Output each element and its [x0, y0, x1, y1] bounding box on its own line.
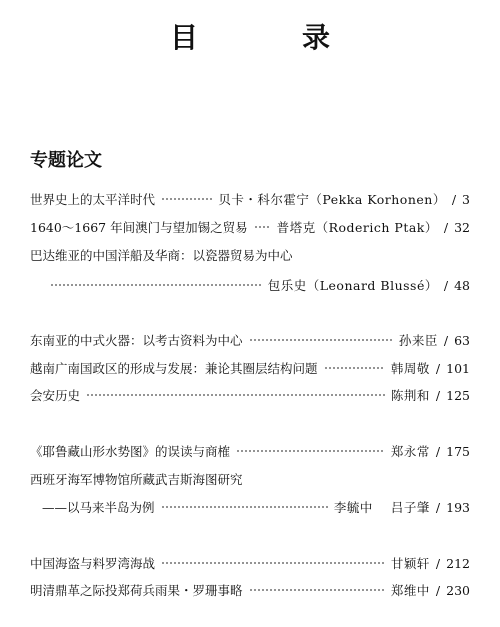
entry-author: 包乐史（Leonard Blussé） [267, 278, 438, 293]
entry-author: 甘颖轩 [390, 556, 430, 571]
entry-title: 巴达维亚的中国洋船及华商：以瓷器贸易为中心 [30, 248, 293, 263]
section-title: 专题论文 [30, 150, 102, 171]
toc-entry-continuation [30, 497, 470, 517]
entry-title: 中国海盗与料罗湾海战 [30, 556, 156, 571]
toc-entry[interactable] [30, 330, 470, 350]
dot-leader [254, 226, 271, 228]
entry-page: 212 [446, 555, 470, 571]
separator: / [443, 277, 449, 293]
entry-author: 陈荆和 [390, 388, 430, 403]
dot-leader [161, 506, 328, 508]
toc-entry[interactable] [30, 580, 470, 600]
entry-subtitle: ——以马来半岛为例 [42, 500, 155, 515]
toc-entry[interactable] [30, 553, 470, 573]
entry-author: 郑永常 [390, 444, 430, 459]
separator: / [443, 332, 449, 348]
separator: / [435, 499, 441, 515]
entry-page: 101 [446, 360, 470, 376]
toc-entry-continuation [30, 275, 470, 295]
toc-entry[interactable] [30, 245, 470, 265]
toc-entry[interactable] [30, 385, 470, 405]
entry-title: 越南广南国政区的形成与发展：兼论其圈层结构问题 [30, 361, 318, 376]
toc-entry[interactable] [30, 441, 470, 461]
entry-page: 230 [446, 582, 470, 598]
entry-page: 3 [462, 191, 470, 207]
entry-page: 32 [454, 219, 470, 235]
entry-page: 48 [454, 277, 470, 293]
separator: / [435, 360, 441, 376]
entry-author: 韩周敬 [390, 361, 430, 376]
separator: / [443, 219, 449, 235]
entry-author: 李毓中 [333, 500, 373, 515]
entry-title: 《耶鲁藏山形水势图》的误读与商榷 [30, 444, 231, 459]
entry-page: 125 [446, 387, 470, 403]
entry-page: 193 [446, 499, 470, 515]
entry-page: 63 [454, 332, 470, 348]
toc-entry[interactable] [30, 469, 470, 489]
dot-leader [50, 284, 262, 286]
toc-entry[interactable] [30, 358, 470, 378]
entry-author-2: 吕子肇 [390, 500, 430, 515]
dot-leader [161, 198, 212, 200]
dot-leader [236, 450, 385, 452]
dot-leader [86, 394, 385, 396]
separator: / [451, 191, 457, 207]
entry-title: 会安历史 [30, 388, 81, 403]
separator: / [435, 387, 441, 403]
dot-leader [249, 339, 393, 341]
separator: / [435, 582, 441, 598]
toc-entry[interactable] [30, 189, 470, 209]
entry-author: 普塔克（Roderich Ptak） [276, 220, 438, 235]
entry-author: 孙来臣 [398, 333, 438, 348]
entry-title: 东南亚的中式火器：以考古资料为中心 [30, 333, 243, 348]
entry-author: 郑维中 [390, 583, 430, 598]
entry-title: 世界史上的太平洋时代 [30, 192, 156, 207]
dot-leader [161, 562, 385, 564]
entry-author: 贝卡・科尔霍宁（Pekka Korhonen） [218, 192, 446, 207]
entry-title: 西班牙海军博物馆所藏武吉斯海图研究 [30, 472, 243, 487]
entry-page: 175 [446, 443, 470, 459]
toc-entry[interactable] [30, 217, 470, 237]
separator: / [435, 443, 441, 459]
dot-leader [249, 589, 385, 591]
entry-title: 明清鼎革之际投郑荷兵雨果・罗珊事略 [30, 583, 243, 598]
separator: / [435, 555, 441, 571]
page-title: 目 录 [169, 21, 368, 54]
dot-leader [324, 367, 385, 369]
entry-title: 1640～1667 年间澳门与望加锡之贸易 [30, 220, 248, 235]
